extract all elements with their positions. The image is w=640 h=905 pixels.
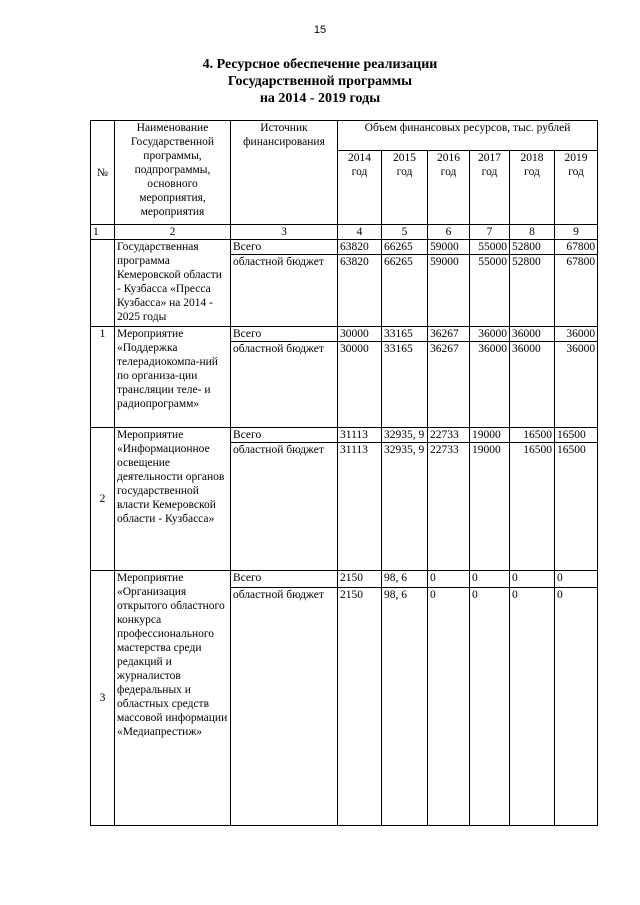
value-cell: 36000: [510, 342, 555, 428]
value-cell: 0: [555, 588, 598, 826]
value-cell: 66265: [382, 255, 428, 327]
row-source: Всего: [231, 571, 338, 588]
col-number: 3: [231, 225, 338, 240]
value-cell: 67800: [555, 255, 598, 327]
value-cell: 59000: [428, 240, 470, 255]
row-source: Всего: [231, 240, 338, 255]
row-source: областной бюджет: [231, 588, 338, 826]
value-cell: 30000: [338, 342, 382, 428]
value-cell: 16500: [510, 428, 555, 443]
value-cell: 98, 6: [382, 571, 428, 588]
value-cell: 16500: [510, 443, 555, 571]
header-year: 2016 год: [428, 151, 470, 225]
row-source: Всего: [231, 428, 338, 443]
value-cell: 66265: [382, 240, 428, 255]
value-cell: 0: [510, 571, 555, 588]
value-cell: 55000: [470, 255, 510, 327]
value-cell: 0: [470, 588, 510, 826]
header-year: 2018 год: [510, 151, 555, 225]
value-cell: 59000: [428, 255, 470, 327]
value-cell: 0: [555, 571, 598, 588]
value-cell: 0: [428, 588, 470, 826]
value-cell: 16500: [555, 443, 598, 571]
value-cell: 36267: [428, 342, 470, 428]
row-name: Государственная программа Кемеровской области - Кузбасса «Пресса Кузбасса» на 2014 - 2025 годы: [115, 240, 231, 327]
row-source: областной бюджет: [231, 443, 338, 571]
value-cell: 0: [510, 588, 555, 826]
financing-table: [90, 120, 598, 826]
header-year: 2014 год: [338, 151, 382, 225]
page-number: 15: [313, 24, 327, 36]
value-cell: 22733: [428, 443, 470, 571]
value-cell: 52800: [510, 255, 555, 327]
col-number: 2: [115, 225, 231, 240]
header-year: 2019 год: [555, 151, 598, 225]
col-number: 5: [382, 225, 428, 240]
col-number: 4: [338, 225, 382, 240]
header-source: Источник финансирования: [231, 121, 338, 225]
row-source: областной бюджет: [231, 255, 338, 327]
value-cell: 36000: [555, 342, 598, 428]
value-cell: 63820: [338, 240, 382, 255]
value-cell: 36000: [510, 327, 555, 342]
header-name: Наименование Государственной программы, подпрограммы, основного мероприятия, мероприятия: [115, 121, 231, 225]
row-source: Всего: [231, 327, 338, 342]
header-volume: Объем финансовых ресурсов, тыс. рублей: [338, 121, 598, 151]
header-no: №: [91, 121, 115, 225]
value-cell: 32935, 9: [382, 443, 428, 571]
value-cell: 0: [428, 571, 470, 588]
value-cell: 36000: [470, 342, 510, 428]
value-cell: 22733: [428, 428, 470, 443]
row-source: областной бюджет: [231, 342, 338, 428]
row-no: [91, 240, 115, 327]
section-title: [0, 56, 640, 107]
value-cell: 33165: [382, 327, 428, 342]
value-cell: 19000: [470, 428, 510, 443]
col-number: 1: [91, 225, 115, 240]
value-cell: 31113: [338, 428, 382, 443]
row-no: 1: [91, 327, 115, 428]
row-name: Мероприятие «Организация открытого областного конкурса профессионального мастерства среди редакций и журналистов федеральных и областных средств массовой информации «Медиапрестиж»: [115, 571, 231, 826]
row-no: 3: [91, 571, 115, 826]
header-year: 2015 год: [382, 151, 428, 225]
value-cell: 67800: [555, 240, 598, 255]
row-no: 2: [91, 428, 115, 571]
title-line-1: 4. Ресурсное обеспечение реализации: [202, 57, 438, 72]
value-cell: 55000: [470, 240, 510, 255]
value-cell: 36000: [470, 327, 510, 342]
value-cell: 16500: [555, 428, 598, 443]
value-cell: 30000: [338, 327, 382, 342]
row-name: Мероприятие «Информационное освещение деятельности органов государственной власти Кемеровской области - Кузбасса»: [115, 428, 231, 571]
value-cell: 2150: [338, 588, 382, 826]
value-cell: 33165: [382, 342, 428, 428]
value-cell: 0: [470, 571, 510, 588]
value-cell: 32935, 9: [382, 428, 428, 443]
col-number: 6: [428, 225, 470, 240]
value-cell: 36000: [555, 327, 598, 342]
col-number: 9: [555, 225, 598, 240]
row-name: Мероприятие «Поддержка телерадиокомпа-ний по организа-ции трансляции теле- и радиопрограмм»: [115, 327, 231, 428]
value-cell: 52800: [510, 240, 555, 255]
title-line-2: Государственной программы: [227, 74, 413, 89]
col-number: 7: [470, 225, 510, 240]
value-cell: 2150: [338, 571, 382, 588]
col-number: 8: [510, 225, 555, 240]
value-cell: 31113: [338, 443, 382, 571]
title-line-3: на 2014 - 2019 годы: [259, 91, 381, 106]
value-cell: 36267: [428, 327, 470, 342]
header-year: 2017 год: [470, 151, 510, 225]
value-cell: 98, 6: [382, 588, 428, 826]
value-cell: 63820: [338, 255, 382, 327]
value-cell: 19000: [470, 443, 510, 571]
